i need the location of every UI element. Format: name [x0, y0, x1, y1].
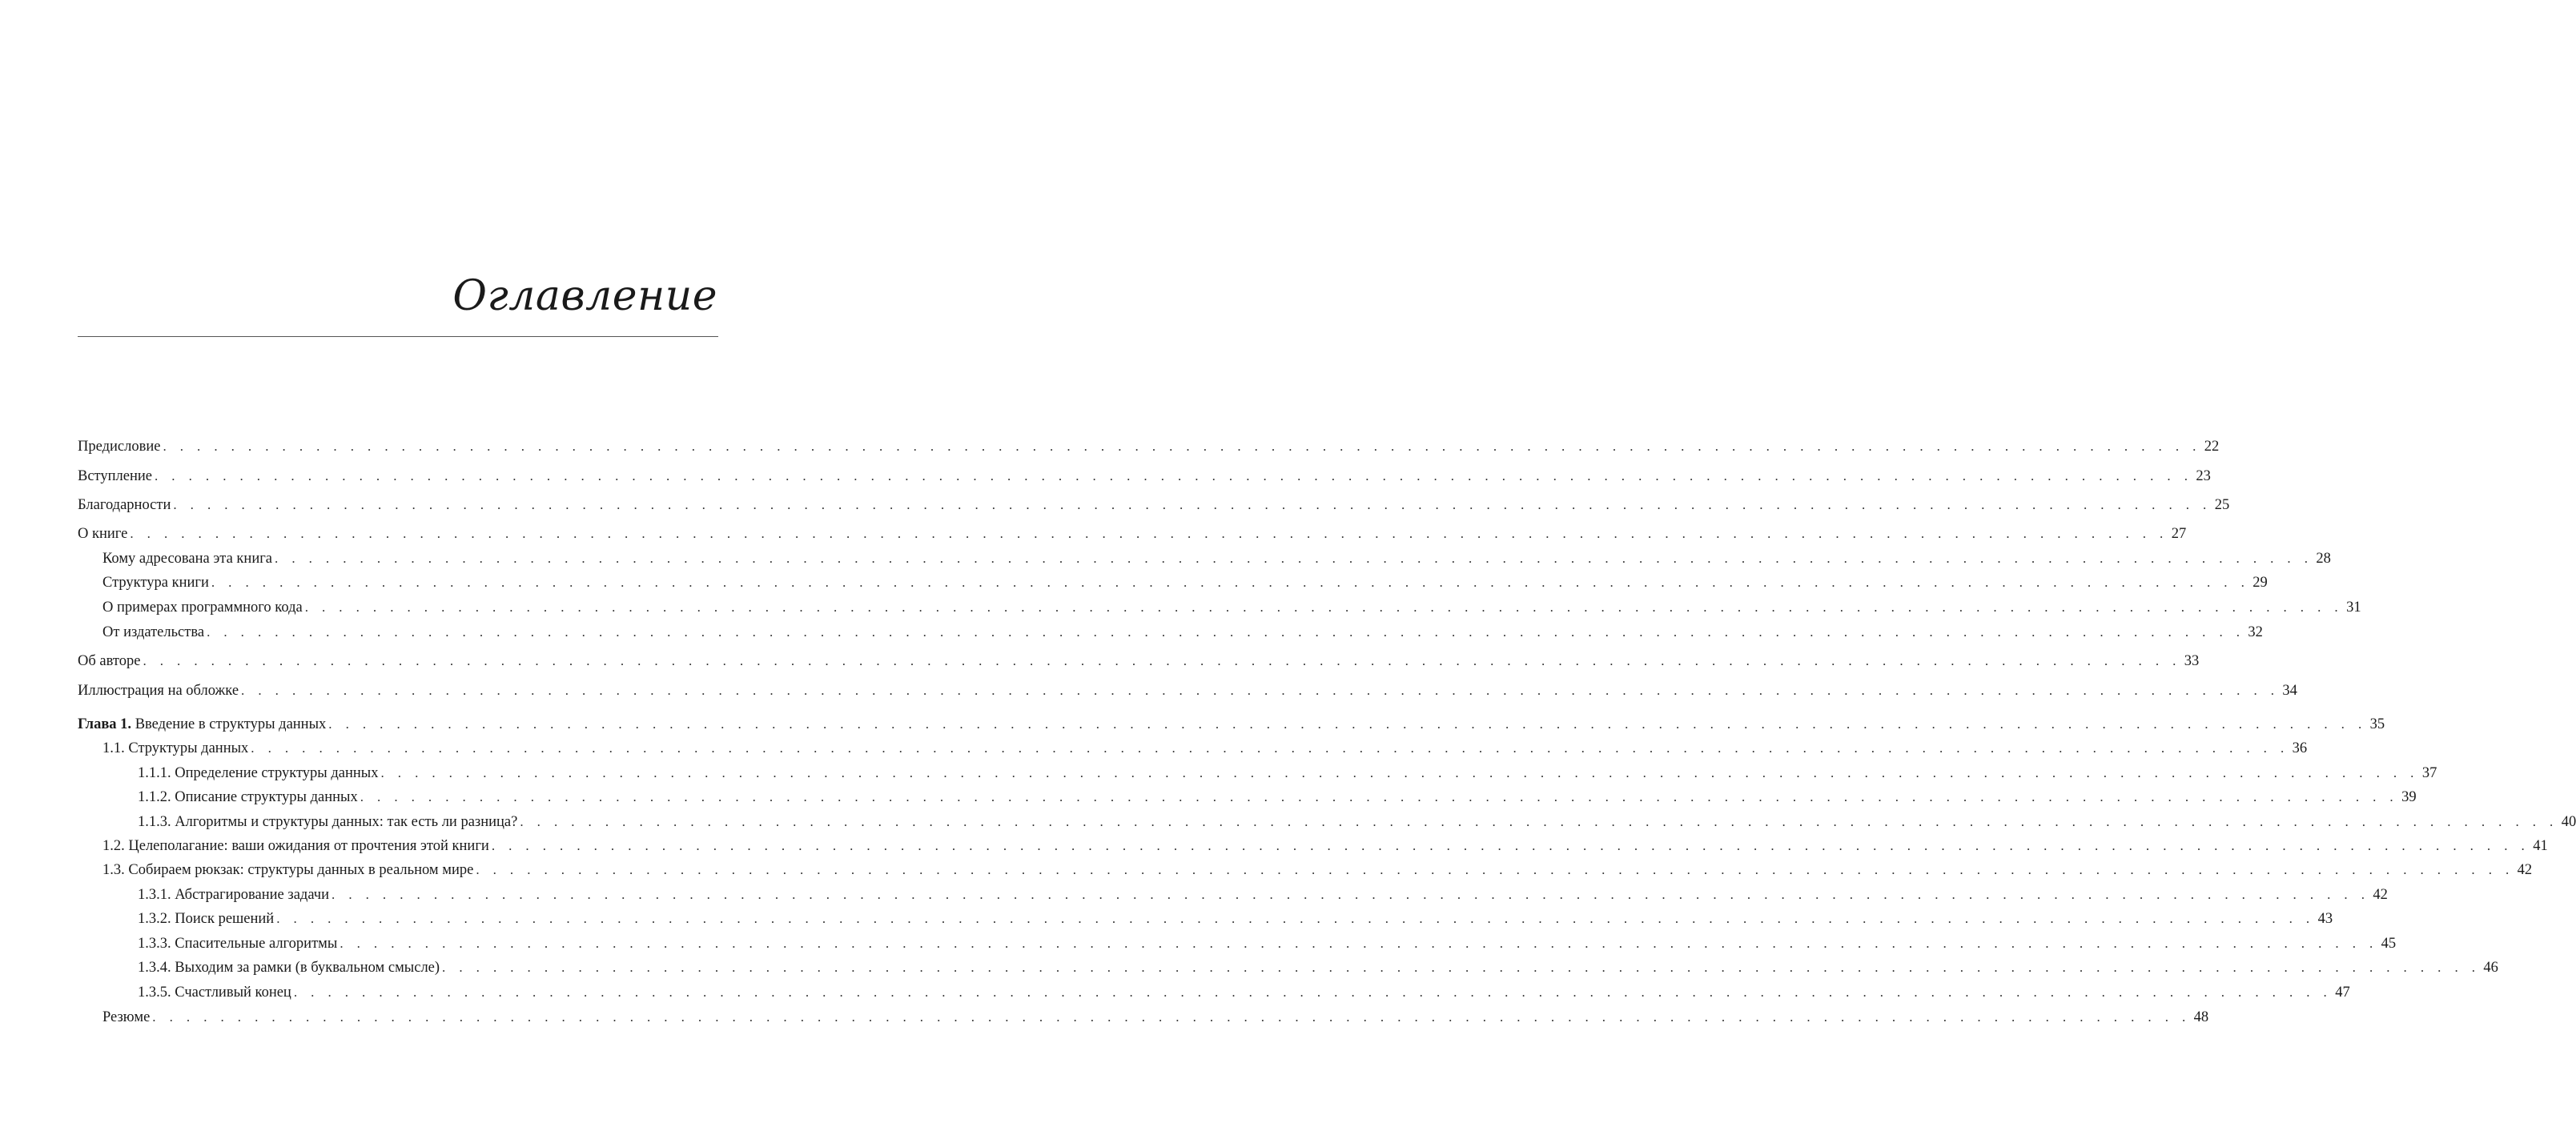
toc-page-number: 43 — [2317, 911, 2333, 927]
toc-entry[interactable] — [78, 836, 2548, 856]
dot-leader: . . . . . . . . . . . . . . . . . . . . . . . . . . . . . . . . . . . . . . . . . . . . . . . . . . . . . . . . . . . . . . . . . . . . . . . . . . . . . . . . . . . . . . . . . . . . . . . . . . . . . . . . . . . . . . . . . . . . . . . . — [293, 985, 2333, 1000]
toc-entry[interactable] — [78, 467, 2211, 486]
toc-entry-label — [138, 983, 291, 1002]
toc-page-number: 32 — [2248, 624, 2263, 640]
toc-entry-text: 1.3.5. Счастливый конец — [138, 985, 291, 1001]
toc-page-number: 42 — [2517, 862, 2533, 878]
toc-entry[interactable] — [78, 958, 2498, 977]
dot-leader: . . . . . . . . . . . . . . . . . . . . . . . . . . . . . . . . . . . . . . . . . . . . . . . . . . . . . . . . . . . . . . . . . . . . . . . . . . . . . . . . . . . . . . . . . . . . . . . . . . . . . . . . . . . . . . . . . . . . . . . . — [163, 439, 2201, 454]
toc-entry[interactable] — [78, 788, 2417, 807]
toc-entry-label — [138, 909, 274, 928]
toc-entry-label — [138, 788, 358, 807]
toc-entry[interactable] — [78, 681, 2297, 700]
toc-entry-text: 1.1.3. Алгоритмы и структуры данных: так есть ли разница? — [138, 814, 518, 830]
dot-leader: . . . . . . . . . . . . . . . . . . . . . . . . . . . . . . . . . . . . . . . . . . . . . . . . . . . . . . . . . . . . . . . . . . . . . . . . . . . . . . . . . . . . . . . . . . . . . . . . . . . . . . . . . . . . . . . . . . . . . . . . — [276, 911, 2315, 926]
dot-leader: . . . . . . . . . . . . . . . . . . . . . . . . . . . . . . . . . . . . . . . . . . . . . . . . . . . . . . . . . . . . . . . . . . . . . . . . . . . . . . . . . . . . . . . . . . . . . . . . . . . . . . . . . . . . . . . . . . . . . . . . — [380, 765, 2419, 780]
toc-entry-text: 1.1. Структуры данных — [102, 740, 249, 756]
dot-leader: . . . . . . . . . . . . . . . . . . . . . . . . . . . . . . . . . . . . . . . . . . . . . . . . . . . . . . . . . . . . . . . . . . . . . . . . . . . . . . . . . . . . . . . . . . . . . . . . . . . . . . . . . . . . . . . . . . . . . . . . — [130, 526, 2168, 541]
toc-entry[interactable] — [78, 437, 2220, 456]
toc-entry-label — [102, 1008, 150, 1027]
toc-page-number: 34 — [2282, 683, 2297, 699]
toc-entry[interactable] — [78, 652, 2200, 671]
table-of-contents — [78, 0, 2576, 1131]
toc-entry[interactable] — [78, 909, 2333, 928]
toc-entry-label — [102, 739, 248, 758]
toc-entry[interactable] — [78, 1008, 2209, 1027]
dot-leader: . . . . . . . . . . . . . . . . . . . . . . . . . . . . . . . . . . . . . . . . . . . . . . . . . . . . . . . . . . . . . . . . . . . . . . . . . . . . . . . . . . . . . . . . . . . . . . . . . . . . . . . . . . . . . . . . . . . . . . . . — [143, 653, 2181, 668]
toc-entry-text: Вступление — [78, 468, 152, 484]
toc-entry[interactable] — [78, 739, 2308, 758]
toc-entry[interactable] — [78, 573, 2268, 592]
dot-leader: . . . . . . . . . . . . . . . . . . . . . . . . . . . . . . . . . . . . . . . . . . . . . . . . . . . . . . . . . . . . . . . . . . . . . . . . . . . . . . . . . . . . . . . . . . . . . . . . . . . . . . . . . . . . . . . . . . . . . . . . — [241, 683, 2280, 698]
toc-page-number: 48 — [2193, 1009, 2209, 1025]
toc-entry[interactable] — [78, 860, 2533, 880]
toc-entry-text: Об авторе — [78, 653, 141, 669]
toc-entry-text: Предисловие — [78, 439, 161, 455]
toc-page-number: 47 — [2335, 985, 2350, 1001]
dot-leader: . . . . . . . . . . . . . . . . . . . . . . . . . . . . . . . . . . . . . . . . . . . . . . . . . . . . . . . . . . . . . . . . . . . . . . . . . . . . . . . . . . . . . . . . . . . . . . . . . . . . . . . . . . . . . . . . . . . . . . . . — [476, 862, 2514, 877]
toc-page-number: 22 — [2204, 439, 2220, 455]
toc-page-number: 25 — [2214, 497, 2230, 513]
toc-entry-text: 1.3.3. Спасительные алгоритмы — [138, 936, 338, 952]
chapter-number: Глава 1. — [78, 716, 132, 732]
toc-page-number: 46 — [2483, 960, 2498, 976]
toc-page-number: 42 — [2373, 887, 2388, 903]
dot-leader: . . . . . . . . . . . . . . . . . . . . . . . . . . . . . . . . . . . . . . . . . . . . . . . . . . . . . . . . . . . . . . . . . . . . . . . . . . . . . . . . . . . . . . . . . . . . . . . . . . . . . . . . . . . . . . . . . . . . . . . . — [442, 960, 2481, 975]
dot-leader: . . . . . . . . . . . . . . . . . . . . . . . . . . . . . . . . . . . . . . . . . . . . . . . . . . . . . . . . . . . . . . . . . . . . . . . . . . . . . . . . . . . . . . . . . . . . . . . . . . . . . . . . . . . . . . . . . . . . . . . . — [332, 887, 2370, 902]
dot-leader: . . . . . . . . . . . . . . . . . . . . . . . . . . . . . . . . . . . . . . . . . . . . . . . . . . . . . . . . . . . . . . . . . . . . . . . . . . . . . . . . . . . . . . . . . . . . . . . . . . . . . . . . . . . . . . . . . . . . . . . . — [328, 716, 2367, 732]
toc-entry-text: 1.1.1. Определение структуры данных — [138, 765, 379, 781]
toc-entry-label — [138, 958, 440, 977]
dot-leader: . . . . . . . . . . . . . . . . . . . . . . . . . . . . . . . . . . . . . . . . . . . . . . . . . . . . . . . . . . . . . . . . . . . . . . . . . . . . . . . . . . . . . . . . . . . . . . . . . . . . . . . . . . . . . . . . . . . . . . . . — [275, 551, 2313, 566]
toc-entry-text: 1.2. Целеполагание: ваши ожидания от прочтения этой книги — [102, 838, 489, 854]
toc-entry-label — [102, 573, 209, 592]
toc-entry-text: Иллюстрация на обложке — [78, 683, 239, 699]
dot-leader: . . . . . . . . . . . . . . . . . . . . . . . . . . . . . . . . . . . . . . . . . . . . . . . . . . . . . . . . . . . . . . . . . . . . . . . . . . . . . . . . . . . . . . . . . . . . . . . . . . . . . . . . . . . . . . . . . . . . . . . . — [173, 497, 2212, 512]
toc-entry-label — [78, 524, 127, 543]
toc-entry-label — [78, 681, 239, 700]
toc-entry-label — [78, 715, 326, 734]
toc-entry-label — [102, 623, 204, 642]
toc-entry-text: 1.1.2. Описание структуры данных — [138, 789, 358, 805]
toc-entry-text: О книге — [78, 526, 128, 542]
toc-page-number: 28 — [2316, 551, 2331, 567]
toc-entry-label — [102, 549, 272, 568]
toc-entry-label — [138, 934, 337, 953]
dot-leader: . . . . . . . . . . . . . . . . . . . . . . . . . . . . . . . . . . . . . . . . . . . . . . . . . . . . . . . . . . . . . . . . . . . . . . . . . . . . . . . . . . . . . . . . . . . . . . . . . . . . . . . . . . . . . . . . . . . . . . . . — [520, 814, 2558, 829]
toc-page-number: 37 — [2421, 765, 2437, 781]
toc-page-number: 29 — [2252, 575, 2268, 591]
toc-page-number: 31 — [2346, 600, 2361, 616]
toc-entry[interactable] — [78, 495, 2230, 515]
toc-entry[interactable] — [78, 885, 2388, 904]
toc-entry-text: 1.3. Собираем рюкзак: структуры данных в реальном мире — [102, 862, 474, 878]
toc-entry[interactable] — [78, 715, 2385, 734]
toc-entry-text: Кому адресована эта книга — [102, 551, 273, 567]
toc-entry-text: Структура книги — [102, 575, 209, 591]
toc-page-number: 45 — [2381, 936, 2397, 952]
toc-entry[interactable] — [78, 812, 2576, 832]
toc-entry[interactable] — [78, 983, 2350, 1002]
dot-leader: . . . . . . . . . . . . . . . . . . . . . . . . . . . . . . . . . . . . . . . . . . . . . . . . . . . . . . . . . . . . . . . . . . . . . . . . . . . . . . . . . . . . . . . . . . . . . . . . . . . . . . . . . . . . . . . . . . . . . . . . — [340, 936, 2378, 951]
toc-entry[interactable] — [78, 623, 2263, 642]
toc-page-number: 23 — [2196, 468, 2211, 484]
toc-entry[interactable] — [78, 524, 2187, 543]
toc-entry-text: От издательства — [102, 624, 205, 640]
toc-entry-label — [78, 437, 160, 456]
page-title: Оглавление — [452, 272, 717, 320]
dot-leader: . . . . . . . . . . . . . . . . . . . . . . . . . . . . . . . . . . . . . . . . . . . . . . . . . . . . . . . . . . . . . . . . . . . . . . . . . . . . . . . . . . . . . . . . . . . . . . . . . . . . . . . . . . . . . . . . . . . . . . . . — [304, 600, 2344, 615]
dot-leader: . . . . . . . . . . . . . . . . . . . . . . . . . . . . . . . . . . . . . . . . . . . . . . . . . . . . . . . . . . . . . . . . . . . . . . . . . . . . . . . . . . . . . . . . . . . . . . . . . . . . . . . . . . . . . . . . . . . . . . . . — [360, 789, 2399, 804]
toc-entry[interactable] — [78, 549, 2331, 568]
toc-page-number: 39 — [2401, 789, 2417, 805]
toc-entry[interactable] — [78, 598, 2361, 617]
dot-leader: . . . . . . . . . . . . . . . . . . . . . . . . . . . . . . . . . . . . . . . . . . . . . . . . . . . . . . . . . . . . . . . . . . . . . . . . . . . . . . . . . . . . . . . . . . . . . . . . . . . . . . . . . . . . . . . . . . . . . . . . — [207, 624, 2245, 640]
toc-entry-label — [138, 812, 517, 832]
toc-entry-text: 1.3.4. Выходим за рамки (в буквальном смысле) — [138, 960, 440, 976]
toc-entry-text: 1.3.2. Поиск решений — [138, 911, 275, 927]
toc-entry-label — [78, 467, 152, 486]
dot-leader: . . . . . . . . . . . . . . . . . . . . . . . . . . . . . . . . . . . . . . . . . . . . . . . . . . . . . . . . . . . . . . . . . . . . . . . . . . . . . . . . . . . . . . . . . . . . . . . . . . . . . . . . . . . . . . . . . . . . . . . . — [152, 1009, 2191, 1025]
toc-page-number: 27 — [2171, 526, 2187, 542]
toc-entry-text: Введение в структуры данных — [135, 716, 327, 732]
toc-page-number: 35 — [2369, 716, 2385, 732]
dot-leader: . . . . . . . . . . . . . . . . . . . . . . . . . . . . . . . . . . . . . . . . . . . . . . . . . . . . . . . . . . . . . . . . . . . . . . . . . . . . . . . . . . . . . . . . . . . . . . . . . . . . . . . . . . . . . . . . . . . . . . . . — [491, 838, 2530, 853]
toc-page-number: 40 — [2561, 814, 2576, 830]
toc-entry[interactable] — [78, 764, 2437, 783]
toc-entry-label — [102, 860, 473, 880]
dot-leader: . . . . . . . . . . . . . . . . . . . . . . . . . . . . . . . . . . . . . . . . . . . . . . . . . . . . . . . . . . . . . . . . . . . . . . . . . . . . . . . . . . . . . . . . . . . . . . . . . . . . . . . . . . . . . . . . . . . . . . . . — [251, 740, 2289, 756]
toc-page-number: 36 — [2292, 740, 2308, 756]
toc-entry-label — [138, 885, 329, 904]
dot-leader: . . . . . . . . . . . . . . . . . . . . . . . . . . . . . . . . . . . . . . . . . . . . . . . . . . . . . . . . . . . . . . . . . . . . . . . . . . . . . . . . . . . . . . . . . . . . . . . . . . . . . . . . . . . . . . . . . . . . . . . . — [155, 468, 2193, 483]
toc-entry-text: О примерах программного кода — [102, 600, 303, 616]
toc-entry-text: 1.3.1. Абстрагирование задачи — [138, 887, 330, 903]
toc-page-number: 33 — [2184, 653, 2200, 669]
dot-leader: . . . . . . . . . . . . . . . . . . . . . . . . . . . . . . . . . . . . . . . . . . . . . . . . . . . . . . . . . . . . . . . . . . . . . . . . . . . . . . . . . . . . . . . . . . . . . . . . . . . . . . . . . . . . . . . . . . . . . . . . — [211, 575, 2250, 590]
toc-entry-text: Резюме — [102, 1009, 151, 1025]
toc-entry[interactable] — [78, 934, 2397, 953]
toc-entry-label — [138, 764, 378, 783]
toc-entry-label — [102, 598, 303, 617]
toc-entry-label — [78, 495, 171, 515]
toc-entry-label — [102, 836, 489, 856]
toc-page-number: 41 — [2533, 838, 2548, 854]
toc-entry-label — [78, 652, 140, 671]
toc-entry-text: Благодарности — [78, 497, 171, 513]
